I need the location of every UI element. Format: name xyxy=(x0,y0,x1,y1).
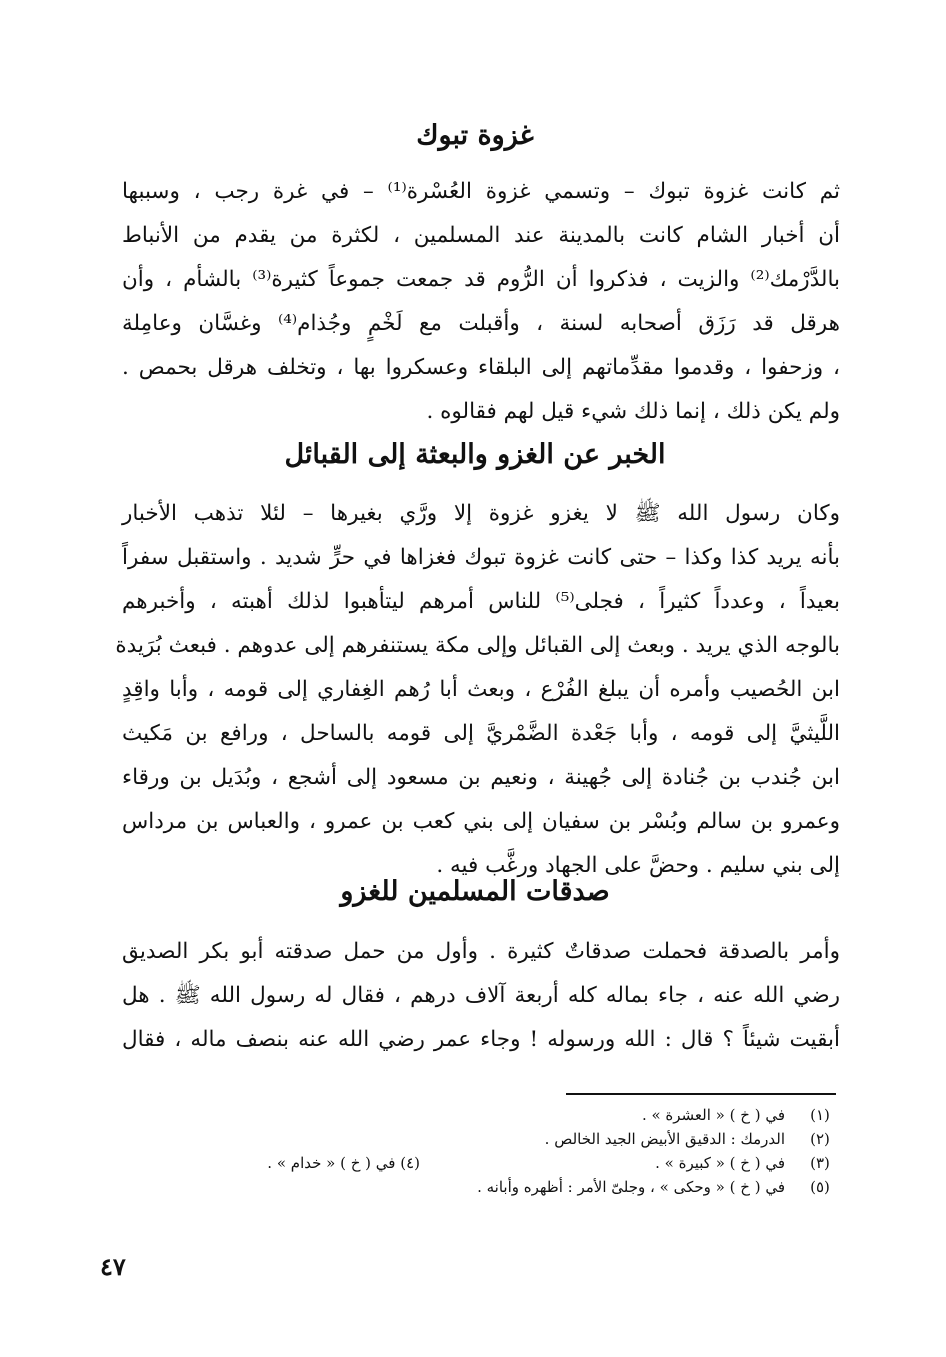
text-line: ثم كانت غزوة تبوك – وتسمي غزوة العُسْرة⁽¹⁾ – في غرة رجب ، وسببها xyxy=(122,179,840,204)
text-line: بالوجه الذي يريد . وبعث إلى القبائل وإلى مكة يستنفرهم إلى عدوهم . فبعث بُرَيدة xyxy=(115,633,840,658)
text-line: ولم يكن ذلك ، إنما ذلك شيء قيل لهم فقالوه . xyxy=(426,399,840,424)
text-line: إلى بني سليم . وحضَّ على الجهاد ورغَّب فيه . xyxy=(436,853,840,878)
text-line: بالدَّرْمك⁽²⁾ والزيت ، فذكروا أن الرُّوم قد جمعت جموعاً كثيرة⁽³⁾ بالشأم ، وأن xyxy=(122,267,841,292)
footnote-number: (١) xyxy=(810,1106,830,1124)
paragraph-3 xyxy=(122,930,840,1062)
footnote-text: (٤) في ( خ ) « خدام » . xyxy=(267,1154,420,1172)
footnote-item xyxy=(120,1175,840,1199)
footnote-text: في ( خ ) « وحكى » ، وجلىّ الأمر : أظهره وأبانه . xyxy=(477,1178,785,1196)
footnotes xyxy=(120,1103,840,1199)
heading-news-of-raid: الخبر عن الغزو والبعثة إلى القبائل xyxy=(284,439,666,470)
text-line: رضي الله عنه ، جاء بماله كله أربعة آلاف درهم ، فقال له رسول الله ﷺ . هل xyxy=(122,983,840,1008)
footnote-item xyxy=(120,1127,840,1151)
text-line: وكان رسول الله ﷺ لا يغزو غزوة إلا ورَّي بغيرها – لئلا تذهب الأخبار xyxy=(122,501,840,526)
paragraph-1 xyxy=(122,170,840,434)
page-number: ٤٧ xyxy=(100,1252,126,1281)
text-line: اللَّيثيَّ إلى قومه ، وأبا جَعْدة الضَّمْريَّ إلى قومه بالساحل ، ورافع بن مَكيث xyxy=(122,721,840,746)
text-line: أبقيت شيئاً ؟ قال : الله ورسوله ! وجاء عمر رضي الله عنه بنصف ماله ، فقال xyxy=(122,1027,840,1052)
text-line: وأمر بالصدقة فحملت صدقاتٌ كثيرة . وأول من حمل صدقته أبو بكر الصديق xyxy=(122,939,840,964)
text-line: هرقل قد رَزَق أصحابه لسنة ، وأقبلت مع لَخْمٍ وجُذام⁽⁴⁾ وغسَّان وعامِلة xyxy=(122,311,840,336)
text-line: ابن الحُصيب وأمره أن يبلغ الفُرْع ، وبعث أبا رُهم الغِفاري إلى قومه ، وأبا واقِدٍ xyxy=(122,677,840,702)
text-line: ، وزحفوا ، وقدموا مقدِّماتهم إلى البلقاء وعسكروا بها ، وتخلف هرقل بحمص . xyxy=(122,355,840,380)
footnote-text: في ( خ ) « العشرة » . xyxy=(641,1106,785,1124)
text-line: بأنه يريد كذا وكذا – حتى كانت غزوة تبوك فغزاها في حرٍّ شديد . واستقبل سفراً xyxy=(122,545,840,570)
heading-tabuk: غزوة تبوك xyxy=(416,120,534,151)
text-line: أن أخبار الشام كانت بالمدينة عند المسلمين ، لكثرة من يقدم من الأنباط xyxy=(122,223,840,248)
text-line: وعمرو بن سالم وبُسْر بن سفيان إلى بني كعب بن عمرو ، والعباس بن مرداس xyxy=(122,809,840,834)
footnote-text: الدرمك : الدقيق الأبيض الجيد الخالص . xyxy=(544,1130,785,1148)
text-line: ابن جُندب بن جُنادة إلى جُهينة ، ونعيم بن مسعود إلى أشجع ، وبُدَيل بن ورقاء xyxy=(122,765,840,790)
footnote-item xyxy=(120,1151,840,1175)
footnote-number: (٣) xyxy=(810,1154,830,1172)
footnote-number: (٥) xyxy=(810,1178,830,1196)
footnote-item xyxy=(120,1103,840,1127)
footnote-text: في ( خ ) « كبيرة » . xyxy=(655,1154,785,1172)
paragraph-2 xyxy=(115,492,840,888)
footnote-number: (٢) xyxy=(810,1130,830,1148)
text-line: بعيداً ، وعدداً كثيراً ، فجلى⁽⁵⁾ للناس أمرهم ليتأهبوا لذلك أهبته ، وأخبرهم xyxy=(122,589,840,614)
heading-charity: صدقات المسلمين للغزو xyxy=(340,876,610,907)
footnote-divider xyxy=(566,1093,836,1095)
